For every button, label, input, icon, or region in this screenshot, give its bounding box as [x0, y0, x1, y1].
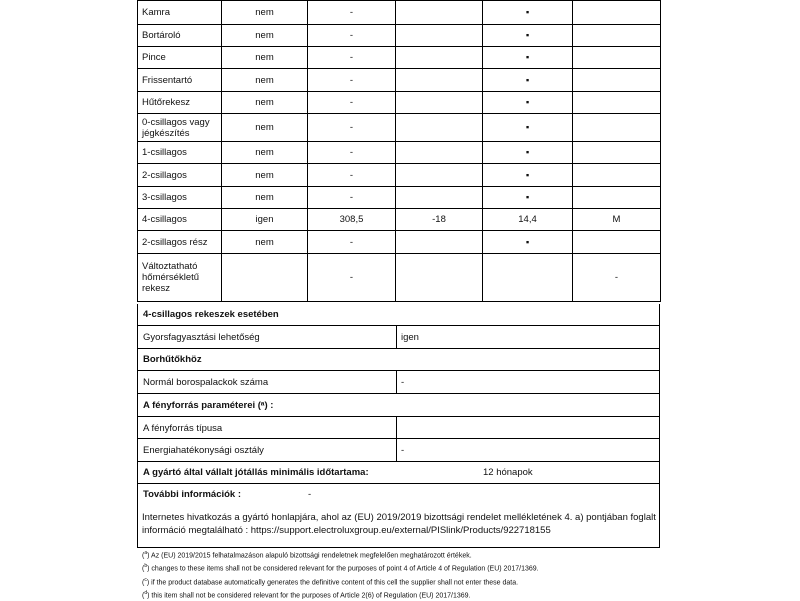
cell-present: nem [222, 1, 308, 25]
cell-present: nem [222, 164, 308, 187]
cell-defrost [573, 187, 661, 209]
cell-name: Kamra [138, 1, 222, 25]
table-row [138, 92, 661, 114]
cell-name: 2-csillagos rész [138, 231, 222, 254]
cell-temp [396, 69, 483, 92]
cell-temp [396, 231, 483, 254]
divider [396, 371, 397, 393]
cell-name: 3-csillagos [138, 187, 222, 209]
cell-present [222, 254, 308, 302]
table-row [138, 114, 661, 142]
cell-volume: - [308, 254, 396, 302]
footnote-text: if the product database automatically generates the definitive content of this cell the supplier shall not enter these data. [149, 578, 519, 586]
cell-energy: ▪ [483, 1, 573, 25]
cell-volume: - [308, 47, 396, 69]
light-type-label: A fényforrás típusa [143, 423, 223, 434]
cell-present: nem [222, 231, 308, 254]
cell-temp [396, 164, 483, 187]
cell-volume: - [308, 92, 396, 114]
cell-name: Hűtőrekesz [138, 92, 222, 114]
cell-energy: ▪ [483, 25, 573, 47]
cell-name: 1-csillagos [138, 142, 222, 164]
cell-defrost: M [573, 209, 661, 231]
footnote-text: changes to these items shall not be considered relevant for the purposes of point 4 of Article 4 of Regulation (EU) 2017/1369. [149, 565, 539, 573]
divider [396, 417, 397, 438]
light-type-row [137, 417, 660, 439]
cell-temp [396, 1, 483, 25]
cell-volume: - [308, 142, 396, 164]
cell-temp [396, 142, 483, 164]
fast-freeze-row [137, 326, 660, 349]
cell-defrost [573, 142, 661, 164]
cell-present: nem [222, 187, 308, 209]
footnote-text: this item shall not be considered relevant for the purposes of Article 2(6) of Regulation (EU) 2017/1369. [149, 592, 471, 600]
table-row [138, 231, 661, 254]
cell-name: Bortároló [138, 25, 222, 47]
table-row [138, 164, 661, 187]
footnote-mark: c [144, 576, 147, 583]
cell-name: 0-csillagos vagy jégkészítés [138, 114, 222, 142]
cell-energy: ▪ [483, 142, 573, 164]
cell-name: Változtatható hőmérsékletű rekesz [138, 254, 222, 302]
cell-volume: - [308, 114, 396, 142]
warranty-value: 12 hónapok [483, 467, 533, 478]
table-row [138, 25, 661, 47]
cell-volume: - [308, 1, 396, 25]
cell-energy: ▪ [483, 114, 573, 142]
divider [396, 439, 397, 461]
cell-defrost [573, 47, 661, 69]
cell-volume: - [308, 25, 396, 47]
cell-name: 4-csillagos [138, 209, 222, 231]
table-row [138, 142, 661, 164]
cell-temp [396, 92, 483, 114]
warranty-label: A gyártó által vállalt jótállás minimális időtartama: [143, 467, 369, 478]
footnote: ($^d$) this item shall not be considered relevant for the purposes of Article 2(6) of Regulation (EU) 2017/1369. [142, 589, 471, 600]
cell-name: Frissentartó [138, 69, 222, 92]
footnote-mark: d [144, 589, 148, 596]
light-heading: A fényforrás paraméterei (ᵃ) : [143, 400, 274, 411]
cell-defrost [573, 25, 661, 47]
cell-name: Pince [138, 47, 222, 69]
cell-temp [396, 47, 483, 69]
four-star-heading: 4-csillagos rekeszek esetében [143, 309, 279, 320]
cell-energy: ▪ [483, 187, 573, 209]
cell-present: nem [222, 142, 308, 164]
cell-temp [396, 114, 483, 142]
cell-defrost [573, 164, 661, 187]
cell-present: igen [222, 209, 308, 231]
cell-defrost: - [573, 254, 661, 302]
cell-volume: - [308, 164, 396, 187]
bottles-label: Normál borospalackok száma [143, 377, 269, 388]
footnote-mark: b [144, 563, 148, 570]
cell-defrost [573, 69, 661, 92]
cell-defrost [573, 1, 661, 25]
cell-energy: ▪ [483, 164, 573, 187]
fast-freeze-value: igen [401, 332, 419, 343]
cell-temp: -18 [396, 209, 483, 231]
cell-defrost [573, 92, 661, 114]
footnote: ($^b$) changes to these items shall not be considered relevant for the purposes of point 4 of Article 4 of Regulation (EU) 2017/1369. [142, 563, 539, 573]
compartment-table [137, 0, 661, 302]
footnote: ($^c$) if the product database automatically generates the definitive content of this cell the supplier shall not enter these data. [142, 576, 519, 586]
more-info-label: További információk : [143, 489, 242, 500]
cell-energy: ▪ [483, 47, 573, 69]
cell-temp [396, 254, 483, 302]
cell-energy: ▪ [483, 231, 573, 254]
cell-present: nem [222, 92, 308, 114]
bottles-row [137, 371, 660, 394]
cell-energy: ▪ [483, 69, 573, 92]
cell-volume: 308,5 [308, 209, 396, 231]
footnote: ($^a$) Az (EU) 2019/2015 felhatalmazáson alapuló bizottsági rendeletnek megfelelően meghatározott értékek. [142, 550, 472, 560]
table-row [138, 209, 661, 231]
table-row [138, 254, 661, 302]
light-class-row [137, 439, 660, 462]
cell-energy: ▪ [483, 92, 573, 114]
footnotes [142, 548, 539, 601]
bottles-value: - [401, 377, 405, 388]
wine-heading-row [137, 349, 660, 371]
warranty-row [137, 462, 660, 484]
table-row [138, 47, 661, 69]
table-row [138, 187, 661, 209]
four-star-heading-row [137, 304, 660, 326]
cell-temp [396, 25, 483, 47]
table-row [138, 1, 661, 25]
fast-freeze-label: Gyorsfagyasztási lehetőség [143, 332, 260, 343]
footnote-text: Az (EU) 2019/2015 felhatalmazáson alapuló bizottsági rendeletnek megfelelően meghatározott értékek. [149, 552, 472, 560]
light-class-label: Energiahatékonysági osztály [143, 445, 264, 456]
cell-volume: - [308, 231, 396, 254]
light-class-value: - [401, 445, 405, 456]
cell-defrost [573, 114, 661, 142]
footnote-mark: a [144, 550, 148, 556]
table-row [138, 69, 661, 92]
cell-volume: - [308, 187, 396, 209]
cell-energy [483, 254, 573, 302]
cell-energy: 14,4 [483, 209, 573, 231]
light-heading-row [137, 394, 660, 417]
cell-defrost [573, 231, 661, 254]
cell-present: nem [222, 47, 308, 69]
cell-temp [396, 187, 483, 209]
cell-present: nem [222, 69, 308, 92]
more-info-text: Internetes hivatkozás a gyártó honlapjára, ahol az (EU) 2019/2019 bizottsági rendelet mellékletének 4. a) pontjában foglalt információ megtalálható : https://support.electroluxgroup.eu/external/PISlink/Products/922718155 [142, 512, 656, 536]
cell-present: nem [222, 114, 308, 142]
more-info-value: - [308, 489, 312, 500]
wine-heading: Borhűtőkhöz [143, 354, 202, 365]
cell-present: nem [222, 25, 308, 47]
cell-volume: - [308, 69, 396, 92]
cell-name: 2-csillagos [138, 164, 222, 187]
divider [396, 326, 397, 348]
